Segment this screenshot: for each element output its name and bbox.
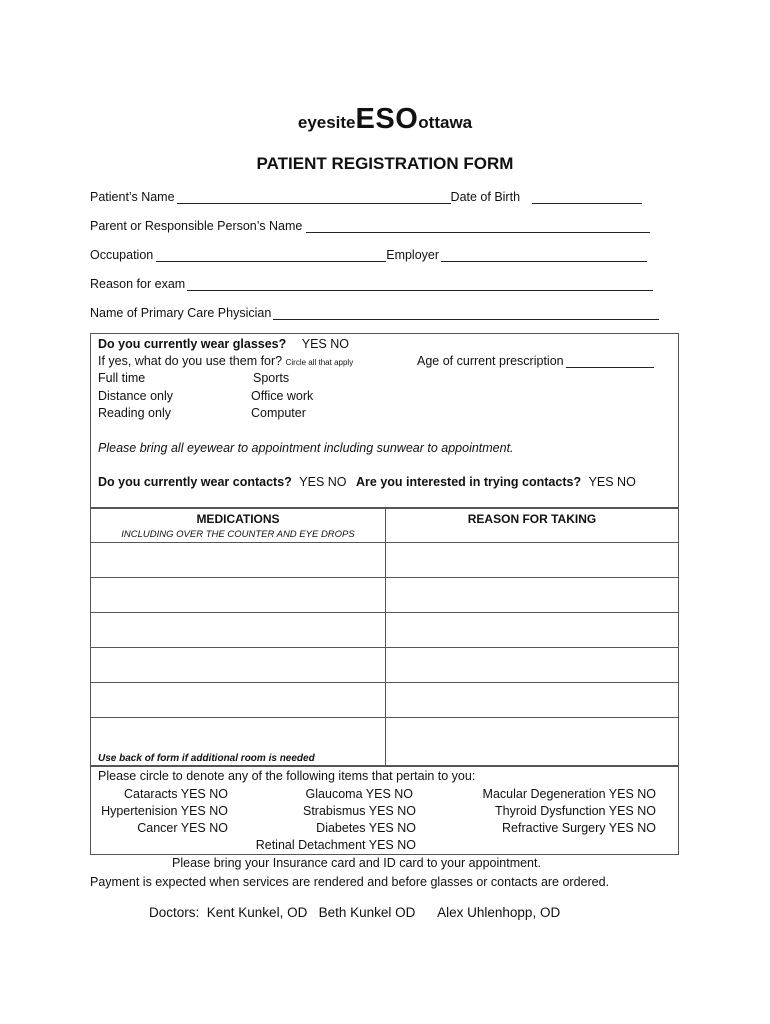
condition-cancer[interactable]: Cancer YES NO: [137, 821, 228, 835]
use-option-reading[interactable]: Reading only: [98, 406, 171, 420]
table-row: [91, 613, 679, 648]
condition-cataracts[interactable]: Cataracts YES NO: [124, 787, 228, 801]
condition-thyroid-dysfunction[interactable]: Thyroid Dysfunction YES NO: [495, 804, 656, 818]
use-option-sports[interactable]: Sports: [253, 371, 290, 385]
medication-cell[interactable]: [91, 543, 386, 578]
patient-name-label: Patient’s Name: [90, 190, 175, 204]
logo-part-ottawa: ottawa: [418, 113, 473, 132]
medications-header-row: [91, 509, 679, 543]
patient-name-row: [90, 190, 642, 204]
parent-field[interactable]: [306, 221, 650, 233]
physician-row: [90, 306, 659, 320]
table-row: [91, 578, 679, 613]
logo-part-eyesite: eyesite: [297, 113, 356, 132]
medications-col-subtitle: INCLUDING OVER THE COUNTER AND EYE DROPS: [121, 529, 355, 540]
trying-contacts-yes-no[interactable]: YES NO: [588, 475, 636, 489]
physician-field[interactable]: [273, 308, 659, 320]
dob-label: Date of Birth: [450, 190, 521, 204]
occupation-row: [90, 248, 647, 262]
medications-header: [91, 509, 386, 543]
patient-name-field[interactable]: [177, 192, 451, 204]
table-row: [91, 718, 679, 766]
parent-label: Parent or Responsible Person’s Name: [90, 219, 303, 233]
contacts-question: Do you currently wear contacts?: [98, 475, 292, 489]
trying-contacts-question: Are you interested in trying contacts?: [356, 475, 582, 489]
reason-label: Reason for exam: [90, 277, 186, 291]
medications-col-title: MEDICATIONS: [196, 512, 280, 526]
contacts-row: [98, 475, 636, 489]
parent-row: [90, 219, 650, 233]
medication-cell[interactable]: [91, 613, 386, 648]
employer-label: Employer: [386, 248, 440, 262]
condition-diabetes[interactable]: Diabetes YES NO: [316, 821, 416, 835]
eyewear-note: Please bring all eyewear to appointment including sunwear to appointment.: [98, 441, 514, 455]
use-option-computer[interactable]: Computer: [251, 406, 306, 420]
use-option-office-work[interactable]: Office work: [251, 389, 314, 403]
reason-col-title: REASON FOR TAKING: [467, 512, 597, 526]
conditions-intro: Please circle to denote any of the following items that pertain to you:: [98, 769, 476, 783]
glasses-question: Do you currently wear glasses?: [98, 337, 287, 351]
employer-field[interactable]: [441, 250, 647, 262]
contacts-yes-no[interactable]: YES NO: [299, 475, 347, 489]
physician-label: Name of Primary Care Physician: [90, 306, 272, 320]
form-title: PATIENT REGISTRATION FORM: [256, 154, 514, 173]
condition-refractive-surgery[interactable]: Refractive Surgery YES NO: [502, 821, 656, 835]
medication-cell[interactable]: [91, 683, 386, 718]
condition-retinal-detachment[interactable]: Retinal Detachment YES NO: [255, 838, 416, 852]
medications-table: [90, 508, 679, 766]
reason-row: [90, 277, 653, 291]
condition-strabismus[interactable]: Strabismus YES NO: [302, 804, 416, 818]
condition-glaucoma[interactable]: Glaucoma YES NO: [305, 787, 413, 801]
age-rx-row: [417, 354, 654, 368]
conditions-section: [90, 766, 679, 855]
reason-field[interactable]: [187, 279, 653, 291]
table-row: [91, 648, 679, 683]
medication-cell[interactable]: [91, 718, 386, 766]
eyewear-section: [90, 333, 679, 508]
glasses-yes-no[interactable]: YES NO: [301, 337, 349, 351]
reason-cell[interactable]: [386, 613, 679, 648]
doctors-list: Doctors: Kent Kunkel, OD Beth Kunkel OD Alex Uhlenhopp, OD: [149, 905, 561, 920]
occupation-field[interactable]: [156, 250, 386, 262]
back-of-form-note: Use back of form if additional room is needed: [98, 753, 315, 764]
logo-part-eso: ESO: [355, 103, 419, 135]
reason-cell[interactable]: [386, 683, 679, 718]
reason-header: [386, 509, 679, 543]
medication-cell[interactable]: [91, 648, 386, 683]
table-row: [91, 683, 679, 718]
glasses-question-row: [98, 337, 349, 351]
medication-cell[interactable]: [91, 578, 386, 613]
table-row: [91, 543, 679, 578]
condition-macular-degeneration[interactable]: Macular Degeneration YES NO: [482, 787, 656, 801]
insurance-note: Please bring your Insurance card and ID card to your appointment.: [172, 856, 541, 870]
use-option-distance[interactable]: Distance only: [98, 389, 174, 403]
use-question: If yes, what do you use them for?: [98, 354, 283, 368]
age-rx-field[interactable]: [566, 356, 654, 368]
circle-note: Circle all that apply: [285, 358, 354, 367]
occupation-label: Occupation: [90, 248, 154, 262]
age-rx-label: Age of current prescription: [417, 354, 564, 368]
condition-hypertension[interactable]: Hypertenision YES NO: [101, 804, 228, 818]
use-option-full-time[interactable]: Full time: [98, 371, 146, 385]
clinic-logo: [0, 103, 770, 136]
reason-cell[interactable]: [386, 543, 679, 578]
reason-cell[interactable]: [386, 648, 679, 683]
dob-field[interactable]: [532, 192, 642, 204]
reason-cell[interactable]: [386, 718, 679, 766]
use-question-row: [98, 354, 353, 368]
payment-note: Payment is expected when services are rendered and before glasses or contacts are ordered.: [90, 875, 610, 889]
reason-cell[interactable]: [386, 578, 679, 613]
